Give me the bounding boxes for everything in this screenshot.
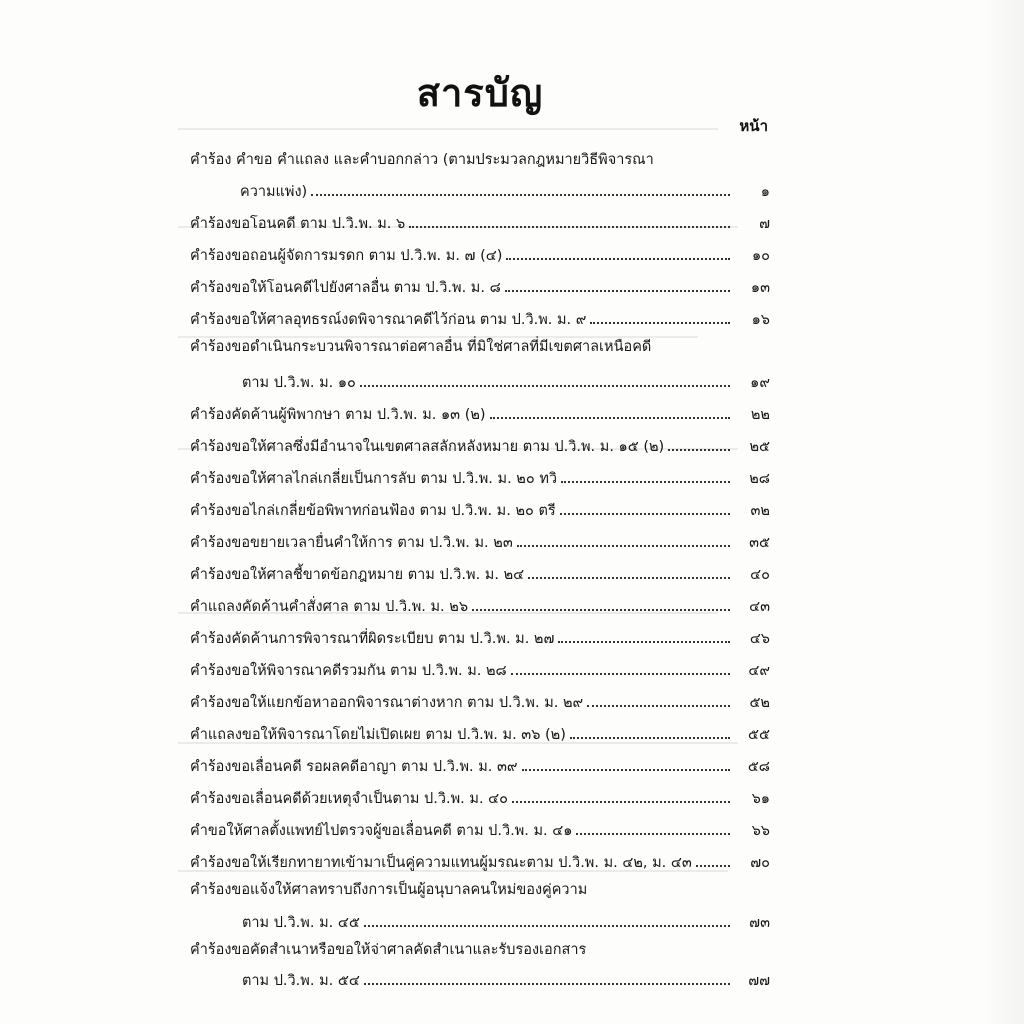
toc-entry-page: ๒๒ bbox=[750, 406, 770, 423]
toc-entry[interactable] bbox=[242, 964, 770, 990]
dot-leader bbox=[409, 226, 730, 228]
dot-leader bbox=[360, 385, 730, 387]
toc-entry-text: คำขอให้ศาลตั้งแพทย์ไปตรวจผู้ขอเลื่อนคดี ตาม ป.วิ.พ. ม. ๔๑ bbox=[190, 822, 573, 839]
dot-leader bbox=[590, 322, 730, 324]
dot-leader bbox=[560, 513, 730, 515]
toc-entry-page: ๔๐ bbox=[750, 566, 770, 583]
toc-entry[interactable] bbox=[190, 846, 770, 872]
toc-entry-page: ๔๓ bbox=[749, 598, 770, 615]
toc-entry-page: ๔๙ bbox=[748, 662, 770, 679]
dot-leader bbox=[505, 290, 730, 292]
toc-entry-heading-text: คำร้อง คำขอ คำแถลง และคำบอกกล่าว (ตามประมวลกฎหมายวิธีพิจารณา bbox=[190, 152, 654, 168]
toc-entry[interactable] bbox=[190, 462, 770, 488]
toc-entry-heading bbox=[190, 878, 770, 901]
toc-entry-text: ตาม ป.วิ.พ. ม. ๕๔ bbox=[242, 972, 360, 989]
dot-leader bbox=[364, 983, 730, 985]
toc-entry[interactable] bbox=[190, 622, 770, 648]
dot-leader bbox=[511, 673, 730, 675]
toc-entry[interactable] bbox=[190, 814, 770, 840]
toc-entry[interactable] bbox=[190, 207, 770, 233]
dot-leader bbox=[311, 194, 730, 196]
toc-entry-page: ๖๖ bbox=[751, 822, 770, 839]
toc-entry[interactable] bbox=[190, 494, 770, 520]
toc-entry-text: คำร้องขอให้เรียกทายาทเข้ามาเป็นคู่ความแทนผู้มรณะตาม ป.วิ.พ. ม. ๔๒, ม. ๔๓ bbox=[190, 854, 692, 871]
dot-leader bbox=[668, 449, 730, 451]
dot-leader bbox=[696, 865, 730, 867]
dot-leader bbox=[561, 481, 730, 483]
dot-leader bbox=[490, 417, 730, 419]
toc-entry-page: ๑ bbox=[760, 183, 770, 200]
toc-entry-text: ตาม ป.วิ.พ. ม. ๔๕ bbox=[242, 914, 360, 931]
page-title: สารบัญ bbox=[416, 71, 544, 115]
toc-entry-heading-text: คำร้องขอคัดสำเนาหรือขอให้จ่าศาลคัดสำเนาและรับรองเอกสาร bbox=[190, 942, 587, 958]
toc-entry-page: ๑๐ bbox=[751, 247, 770, 264]
toc-entry-heading-text: คำร้องขอแจ้งให้ศาลทราบถึงการเป็นผู้อนุบาลคนใหม่ของคู่ความ bbox=[190, 882, 588, 898]
dot-leader bbox=[512, 801, 730, 803]
toc-entry-page: ๕๘ bbox=[747, 758, 770, 775]
toc-entry-page: ๗๗ bbox=[748, 972, 770, 989]
toc-entry-page: ๕๕ bbox=[748, 726, 770, 743]
toc-entry-heading bbox=[190, 938, 770, 961]
dot-leader bbox=[570, 737, 730, 739]
dot-leader bbox=[364, 925, 730, 927]
toc-entry-page: ๓๒ bbox=[750, 502, 770, 519]
toc-entry[interactable] bbox=[190, 271, 770, 297]
toc-entry[interactable] bbox=[242, 906, 770, 932]
toc-entry[interactable] bbox=[190, 654, 770, 680]
toc-entry-text: คำร้องขอไกล่เกลี่ยข้อพิพาทก่อนฟ้อง ตาม ป.วิ.พ. ม. ๒๐ ตรี bbox=[190, 502, 556, 519]
toc-entry-text: คำร้องขอให้พิจารณาคดีรวมกัน ตาม ป.วิ.พ. ม. ๒๘ bbox=[190, 662, 507, 679]
toc-entry-text: ตาม ป.วิ.พ. ม. ๑๐ bbox=[242, 374, 356, 391]
dot-leader bbox=[522, 769, 730, 771]
toc-entry-text: คำร้องขอขยายเวลายื่นคำให้การ ตาม ป.วิ.พ. ม. ๒๓ bbox=[190, 534, 513, 551]
toc-entry-text: คำร้องขอให้ศาลชี้ขาดข้อกฎหมาย ตาม ป.วิ.พ. ม. ๒๔ bbox=[190, 566, 525, 583]
page-number-column-header: หน้า bbox=[739, 117, 768, 135]
toc-entry-heading bbox=[190, 335, 770, 358]
toc-entry-page: ๗๓ bbox=[749, 914, 770, 931]
toc-entry[interactable] bbox=[190, 558, 770, 584]
toc-entry-page: ๖๑ bbox=[751, 790, 770, 807]
toc-entry-text: คำแถลงคัดค้านคำสั่งศาล ตาม ป.วิ.พ. ม. ๒๖ bbox=[190, 598, 469, 615]
toc-entry-page: ๔๖ bbox=[749, 630, 770, 647]
toc-entry-text: คำร้องขอถอนผู้จัดการมรดก ตาม ป.วิ.พ. ม. ๗ (๔) bbox=[190, 247, 503, 264]
toc-entry[interactable] bbox=[242, 366, 770, 392]
dot-leader bbox=[528, 577, 730, 579]
dot-leader bbox=[506, 258, 730, 260]
toc-entry-text: คำร้องขอเลื่อนคดี รอผลคดีอาญา ตาม ป.วิ.พ. ม. ๓๙ bbox=[190, 758, 518, 775]
toc-entry-text: คำร้องขอเลื่อนคดีด้วยเหตุจำเป็นตาม ป.วิ.พ. ม. ๔๐ bbox=[190, 790, 508, 807]
toc-entry-text: คำร้องขอให้ศาลซึ่งมีอำนาจในเขตศาลสลักหลังหมาย ตาม ป.วิ.พ. ม. ๑๕ (๒) bbox=[190, 438, 665, 455]
toc-entry[interactable] bbox=[190, 303, 770, 329]
dot-leader bbox=[558, 641, 730, 643]
toc-entry-page: ๗ bbox=[759, 215, 770, 232]
toc-entry-text: คำร้องขอให้ศาลอุทธรณ์งดพิจารณาคดีไว้ก่อน ตาม ป.วิ.พ. ม. ๙ bbox=[190, 311, 587, 328]
toc-entry[interactable] bbox=[240, 175, 770, 201]
toc-entry[interactable] bbox=[190, 718, 770, 744]
toc-entry-page: ๑๓ bbox=[750, 279, 770, 296]
toc-entry-text: คำร้องขอให้แยกข้อหาออกพิจารณาต่างหาก ตาม ป.วิ.พ. ม. ๒๙ bbox=[190, 694, 584, 711]
toc-entry-text: คำร้องขอให้ศาลไกล่เกลี่ยเป็นการลับ ตาม ป.วิ.พ. ม. ๒๐ ทวิ bbox=[190, 470, 558, 487]
toc-entry-page: ๗๐ bbox=[750, 854, 770, 871]
toc-entry-text: คำร้องคัดค้านผู้พิพากษา ตาม ป.วิ.พ. ม. ๑๓ (๒) bbox=[190, 406, 486, 423]
dot-leader bbox=[472, 609, 730, 611]
toc-entry-text: คำแถลงขอให้พิจารณาโดยไม่เปิดเผย ตาม ป.วิ.พ. ม. ๓๖ (๒) bbox=[190, 726, 566, 743]
toc-entry-text: คำร้องขอให้โอนคดีไปยังศาลอื่น ตาม ป.วิ.พ. ม. ๘ bbox=[190, 279, 501, 296]
page-edge-shadow bbox=[984, 0, 1024, 1024]
toc-entry-page: ๑๙ bbox=[750, 374, 770, 391]
toc-entry[interactable] bbox=[190, 782, 770, 808]
toc-entry-page: ๕๒ bbox=[749, 694, 770, 711]
toc-entry-page: ๒๘ bbox=[749, 470, 770, 487]
toc-entry-page: ๑๖ bbox=[751, 311, 770, 328]
toc-entry[interactable] bbox=[190, 686, 770, 712]
toc-entry-page: ๓๕ bbox=[749, 534, 770, 551]
toc-entry[interactable] bbox=[190, 239, 770, 265]
toc-entry[interactable] bbox=[190, 750, 770, 776]
toc-entry-heading bbox=[190, 148, 770, 171]
toc-entry[interactable] bbox=[190, 398, 770, 424]
toc-entry[interactable] bbox=[190, 526, 770, 552]
dot-leader bbox=[517, 545, 730, 547]
toc-entry[interactable] bbox=[190, 430, 770, 456]
toc-entry-heading-text: คำร้องขอดำเนินกระบวนพิจารณาต่อศาลอื่น ที่มิใช่ศาลที่มีเขตศาลเหนือคดี bbox=[190, 339, 652, 355]
show-through-line bbox=[178, 128, 718, 130]
toc-entry-page: ๒๕ bbox=[749, 438, 770, 455]
dot-leader bbox=[576, 833, 730, 835]
dot-leader bbox=[587, 705, 730, 707]
toc-entry-text: ความแพ่ง) bbox=[240, 183, 308, 200]
toc-entry-text: คำร้องคัดค้านการพิจารณาที่ผิดระเบียบ ตาม ป.วิ.พ. ม. ๒๗ bbox=[190, 630, 555, 647]
toc-entry[interactable] bbox=[190, 590, 770, 616]
toc-entry-text: คำร้องขอโอนคดี ตาม ป.วิ.พ. ม. ๖ bbox=[190, 215, 406, 232]
